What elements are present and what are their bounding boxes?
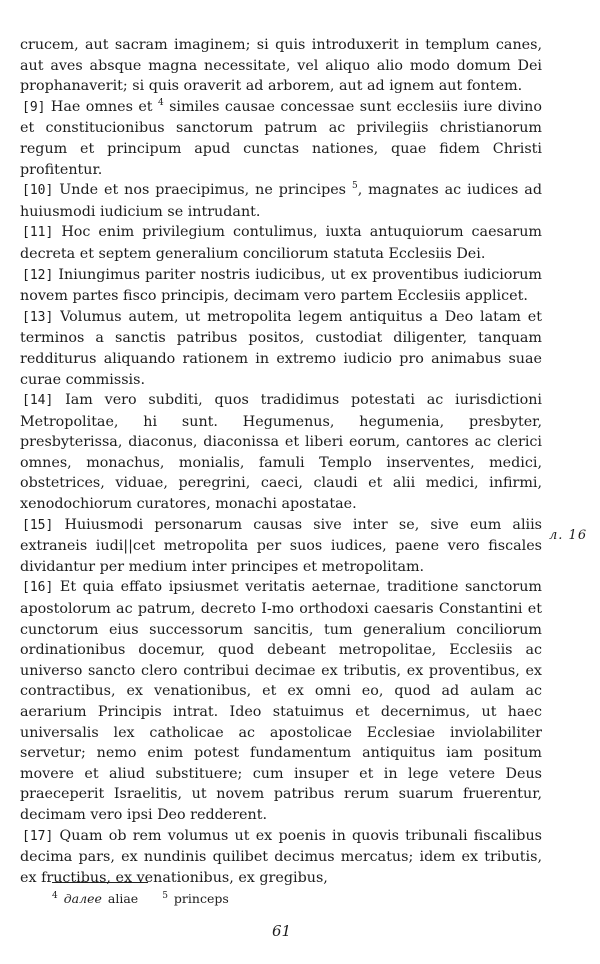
paragraph-10 [20, 180, 542, 222]
paragraph-text: Et quia effato ipsiusmet veritatis aeternae, traditione sanctorum apostolorum ac patrum, decreto I-mo orthodoxi caesaris Constantini et cunctorum eius successorum sancitis, tum generalium conciliorum ordinationibus docemur, quod debeant metropolitae, Ecclesiis ac universo sancto clero contribui decimae ex tributis, ex proventibus, ex contractibus, ex venationibus, et ex omni eo, quod ad aulam ac aerarium Principis intrat. Ideo statuimus et decernimus, ut haec universalis lex catholicae ac apostolicae Ecclesiae inviolabiliter servetur; nemo enim potest fundamentum antiquitus iam positum movere et aliud substituere; cum insuper et in lege vetere Deus praeceperit Israelitis, ut novem patribus rerum suarum fruerentur, decimam vero ipsi Deo redderent. [20, 579, 542, 823]
paragraph-continued: crucem, aut sacram imaginem; si quis introduxerit in templum canes, aut aves absque magna necessitate, vel aliquo alio modo domum Dei prophanaverit; si quis oraverit ad arborem, aut ad ignem aut fontem. [20, 37, 542, 95]
paragraph-14 [20, 390, 542, 515]
paragraph-text: Huiusmodi personarum causas sive inter se, sive eum aliis extraneis iudi||cet metropolita per suos iudices, paene vero fiscales dividantur per medium inter principes et metropolitam. [20, 516, 542, 575]
paragraph-13 [20, 307, 542, 390]
paragraph-number: [13] [22, 309, 54, 325]
paragraph-text: similes causae concessae sunt ecclesiis iure divino et constitucionibus sanctorum patrum ac privilegiis christianorum regum et principum apud cunctas nationes, quae fidem Christi profitentur. [20, 98, 542, 178]
margin-folio-note: л. 16 [549, 528, 588, 543]
footnote-divider [52, 882, 148, 883]
paragraph-11 [20, 222, 542, 264]
document-body [20, 35, 542, 888]
footnote-mark: 4 [52, 890, 58, 901]
paragraph-number: [16] [22, 580, 54, 596]
paragraph-number: [11] [22, 225, 54, 241]
footnotes [52, 891, 229, 906]
paragraph-number: [9] [22, 99, 46, 115]
paragraph-text: Hae omnes et [45, 98, 158, 115]
paragraph-text: Unde et nos praecipimus, ne principes [53, 182, 352, 199]
paragraph-number: [10] [22, 183, 54, 199]
paragraph-text: Iniungimus pariter nostris iudicibus, ut ex proventibus iudiciorum novem partes fisco principis, decimam vero partem Ecclesiis applicet. [20, 266, 542, 305]
paragraph-17 [20, 826, 542, 889]
footnote-ref-5: 5 [351, 181, 358, 192]
footnote-text: aliae [107, 891, 139, 906]
footnote-russian-term: далее [63, 891, 102, 906]
paragraph-number: [14] [22, 393, 54, 409]
paragraph-text: Volumus autem, ut metropolita legem antiquitus a Deo latam et terminos a sanctis patribus positos, custodiat diligenter, tanquam redditurus aliquando rationem in extremo iudicio pro animabus suae curae commissis. [20, 308, 542, 388]
paragraph-text: Hoc enim privilegium contulimus, iuxta antuquiorum caesarum decreta et septem generalium conciliorum statuta Ecclesiis Dei. [20, 224, 542, 262]
paragraph-number: [17] [22, 828, 54, 844]
paragraph-9 [20, 97, 542, 180]
footnote-mark: 5 [162, 890, 168, 901]
paragraph-number: [15] [22, 517, 54, 533]
footnote-5 [162, 891, 229, 906]
paragraph-text: , magnates ac iudices ad huiusmodi iudicium se intrudant. [20, 182, 542, 220]
paragraph-12 [20, 265, 542, 307]
paragraph-15 [20, 515, 542, 578]
paragraph-number: [12] [22, 267, 54, 283]
page-number: 61 [272, 922, 292, 940]
footnote-ref-4: 4 [157, 98, 164, 109]
paragraph-text: Quam ob rem volumus ut ex poenis in quovis tribunali fiscalibus decima pars, ex nundinis quilibet decimus mercatus; idem ex tributis, ex fructibus, ex venationibus, ex gregibus, [20, 827, 542, 886]
paragraph-16 [20, 577, 542, 825]
footnote-text: princeps [173, 891, 229, 906]
footnote-4 [52, 891, 138, 906]
paragraph-text: Iam vero subditi, quos tradidimus potestati ac iurisdictioni Metropolitae, hi sunt. Hegumenus, hegumenia, presbyter, presbyterissa, diaconus, diaconissa et liberi eorum, cantores ac clerici omnes, monachus, monialis, famuli Templo inserventes, medici, obstetrices, viduae, peregrini, caeci, claudi et alii medici, infirmi, xenodochiorum curatores, monachi apostatae. [20, 392, 542, 513]
